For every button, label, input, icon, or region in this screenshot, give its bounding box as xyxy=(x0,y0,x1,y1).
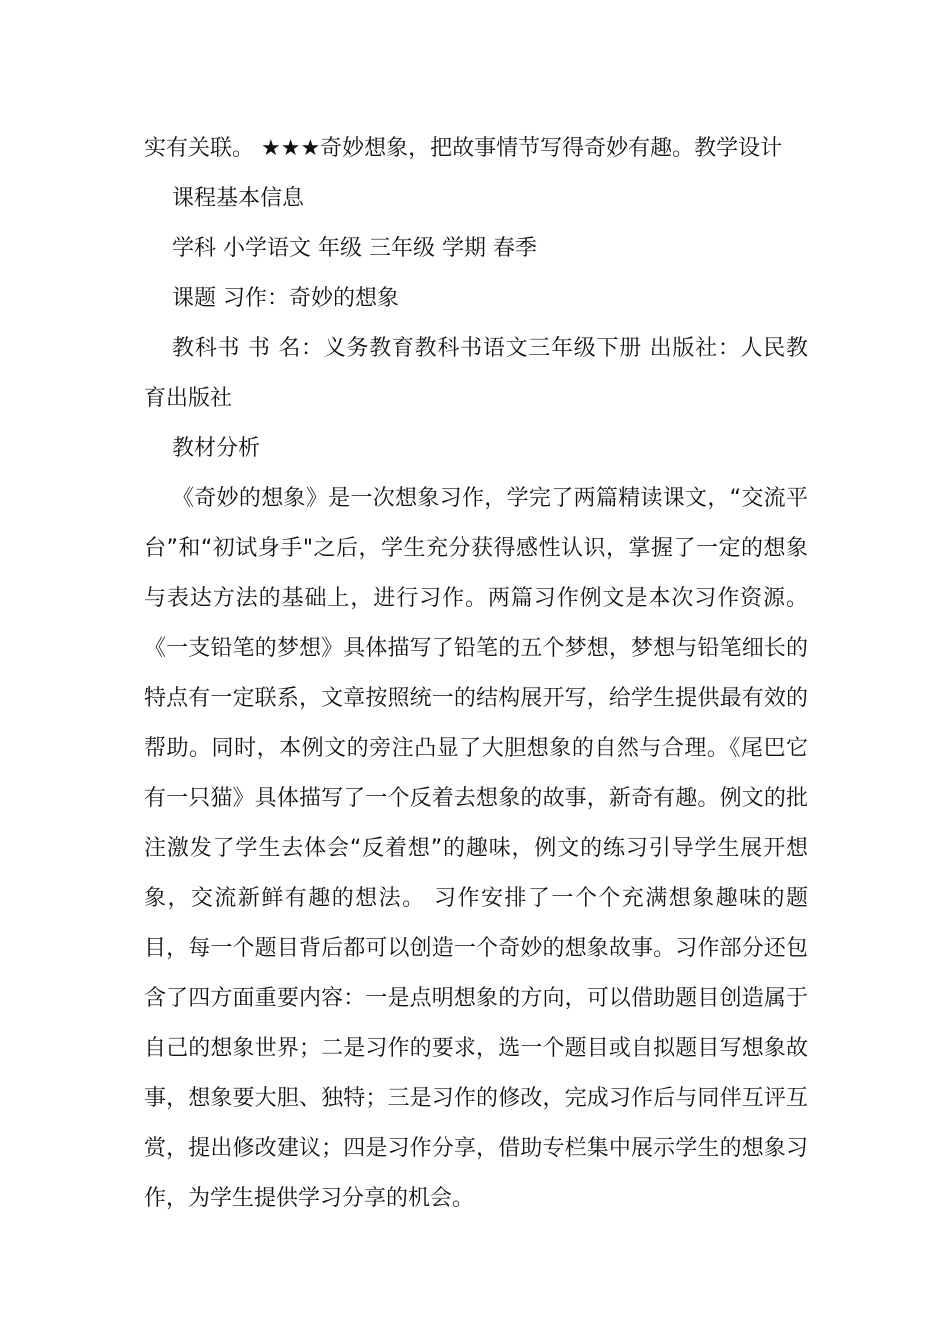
document-page xyxy=(144,124,808,1224)
analysis-paragraph: 《奇妙的想象》是一次想象习作，学完了两篇精读课文，“交流平台”和“初试身手"之后，学生充分获得感性认识，掌握了一定的想象与表达方法的基础上，进行习作。两篇习作例文是本次习作资源。《一支铅笔的梦想》具体描写了铅笔的五个梦想，梦想与铅笔细长的特点有一定联系，文章按照统一的结构展开写，给学生提供最有效的帮助。同时，本例文的旁注凸显了大胆想象的自然与合理。《尾巴它有一只猫》具体描写了一个反着去想象的故事，新奇有趣。例文的批注激发了学生去体会“反着想”的趣味，例文的练习引导学生展开想象，交流新鲜有趣的想法。 习作安排了一个个充满想象趣味的题目，每一个题目背后都可以创造一个奇妙的想象故事。习作部分还包含了四方面重要内容：一是点明想象的方向，可以借助题目创造属于自己的想象世界；二是习作的要求，选一个题目或自拟题目写想象故事，想象要大胆、独特；三是习作的修改，完成习作后与同伴互评互赏，提出修改建议；四是习作分享，借助专栏集中展示学生的想象习作，为学生提供学习分享的机会。 xyxy=(144,486,808,1211)
topic-line: 课题 习作：奇妙的想象 xyxy=(172,286,399,311)
subject-grade-term-line: 学科 小学语文 年级 三年级 学期 春季 xyxy=(172,236,537,261)
textbook-line: 教科书 书 名：义务教育教科书语文三年级下册 出版社：人民教育出版社 xyxy=(144,336,808,411)
section-heading-basic-info: 课程基本信息 xyxy=(172,186,305,211)
top-line: 实有关联。 ★★★奇妙想象，把故事情节写得奇妙有趣。教学设计 xyxy=(144,136,783,161)
section-heading-analysis: 教材分析 xyxy=(172,436,261,461)
